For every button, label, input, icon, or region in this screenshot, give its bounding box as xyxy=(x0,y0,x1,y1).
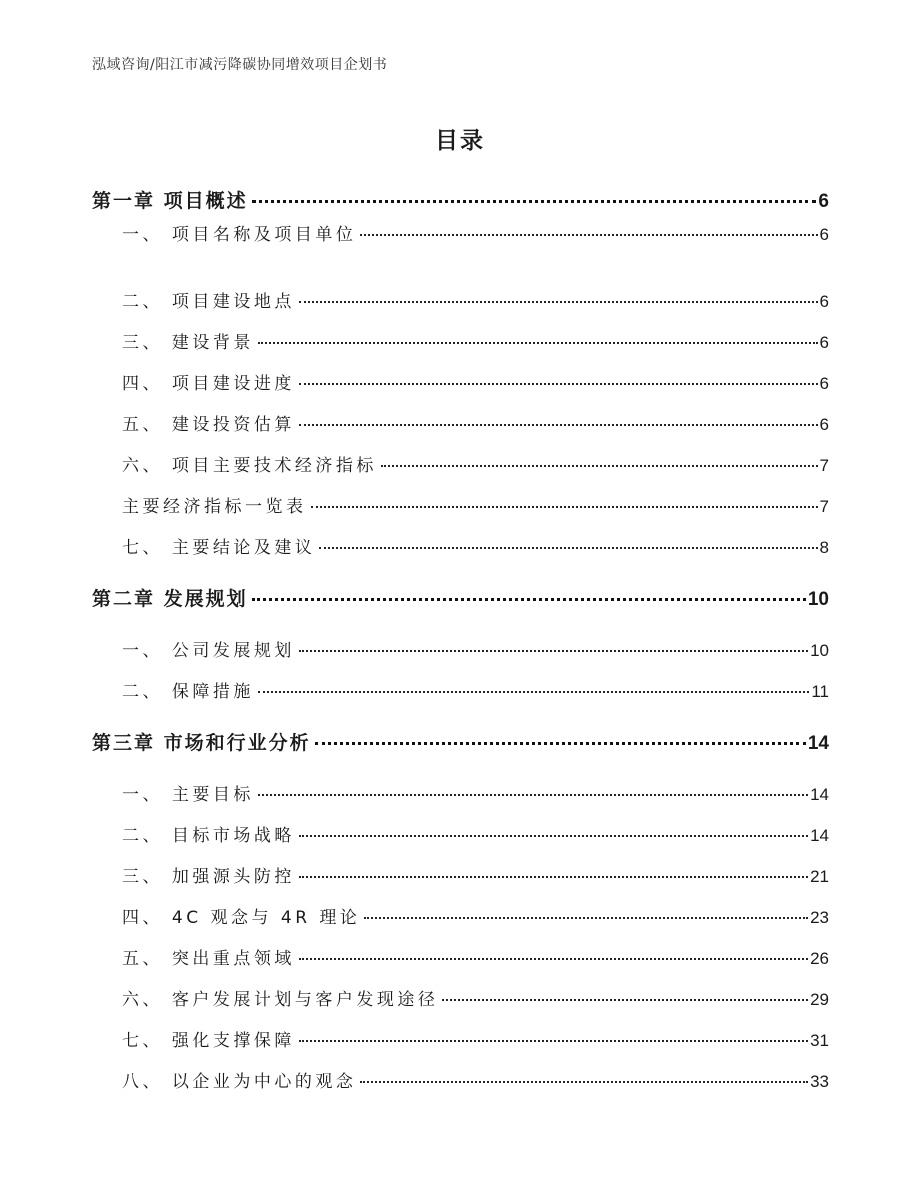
toc-entry[interactable]: 二、 项目建设地点 6 xyxy=(122,292,829,312)
toc-entry[interactable]: 二、 保障措施 11 xyxy=(122,682,829,702)
toc-entry[interactable]: 八、 以企业为中心的观念 33 xyxy=(122,1072,829,1092)
toc-entry[interactable]: 一、 公司发展规划 10 xyxy=(122,641,829,661)
toc-entry[interactable]: 主要经济指标一览表 7 xyxy=(122,497,829,517)
toc-entry[interactable]: 五、 建设投资估算 6 xyxy=(122,415,829,435)
running-header: 泓域咨询/阳江市减污降碳协同增效项目企划书 xyxy=(92,57,388,73)
toc-entry[interactable]: 七、 主要结论及建议 8 xyxy=(122,538,829,558)
toc-entry[interactable]: 五、 突出重点领域 26 xyxy=(122,949,829,969)
toc-entry[interactable]: 三、 建设背景 6 xyxy=(122,333,829,353)
toc-entry[interactable]: 四、 4C 观念与 4R 理论 23 xyxy=(122,908,829,928)
toc-entry[interactable]: 六、 客户发展计划与客户发现途径 29 xyxy=(122,990,829,1010)
toc-entry[interactable]: 七、 强化支撑保障 31 xyxy=(122,1031,829,1051)
toc-entry-chapter-3[interactable]: 第三章 市场和行业分析 14 xyxy=(92,732,829,754)
toc-entry[interactable]: 二、 目标市场战略 14 xyxy=(122,826,829,846)
toc-entry[interactable]: 一、 主要目标 14 xyxy=(122,785,829,805)
toc-entry[interactable]: 六、 项目主要技术经济指标 7 xyxy=(122,456,829,476)
toc-entry-chapter-1[interactable]: 第一章 项目概述 6 xyxy=(92,190,829,212)
toc-entry[interactable]: 三、 加强源头防控 21 xyxy=(122,867,829,887)
toc-entry-chapter-2[interactable]: 第二章 发展规划 10 xyxy=(92,588,829,610)
toc-entry[interactable]: 一、 项目名称及项目单位 6 xyxy=(122,225,829,245)
toc-entry[interactable]: 四、 项目建设进度 6 xyxy=(122,374,829,394)
toc-title: 目录 xyxy=(435,128,485,154)
